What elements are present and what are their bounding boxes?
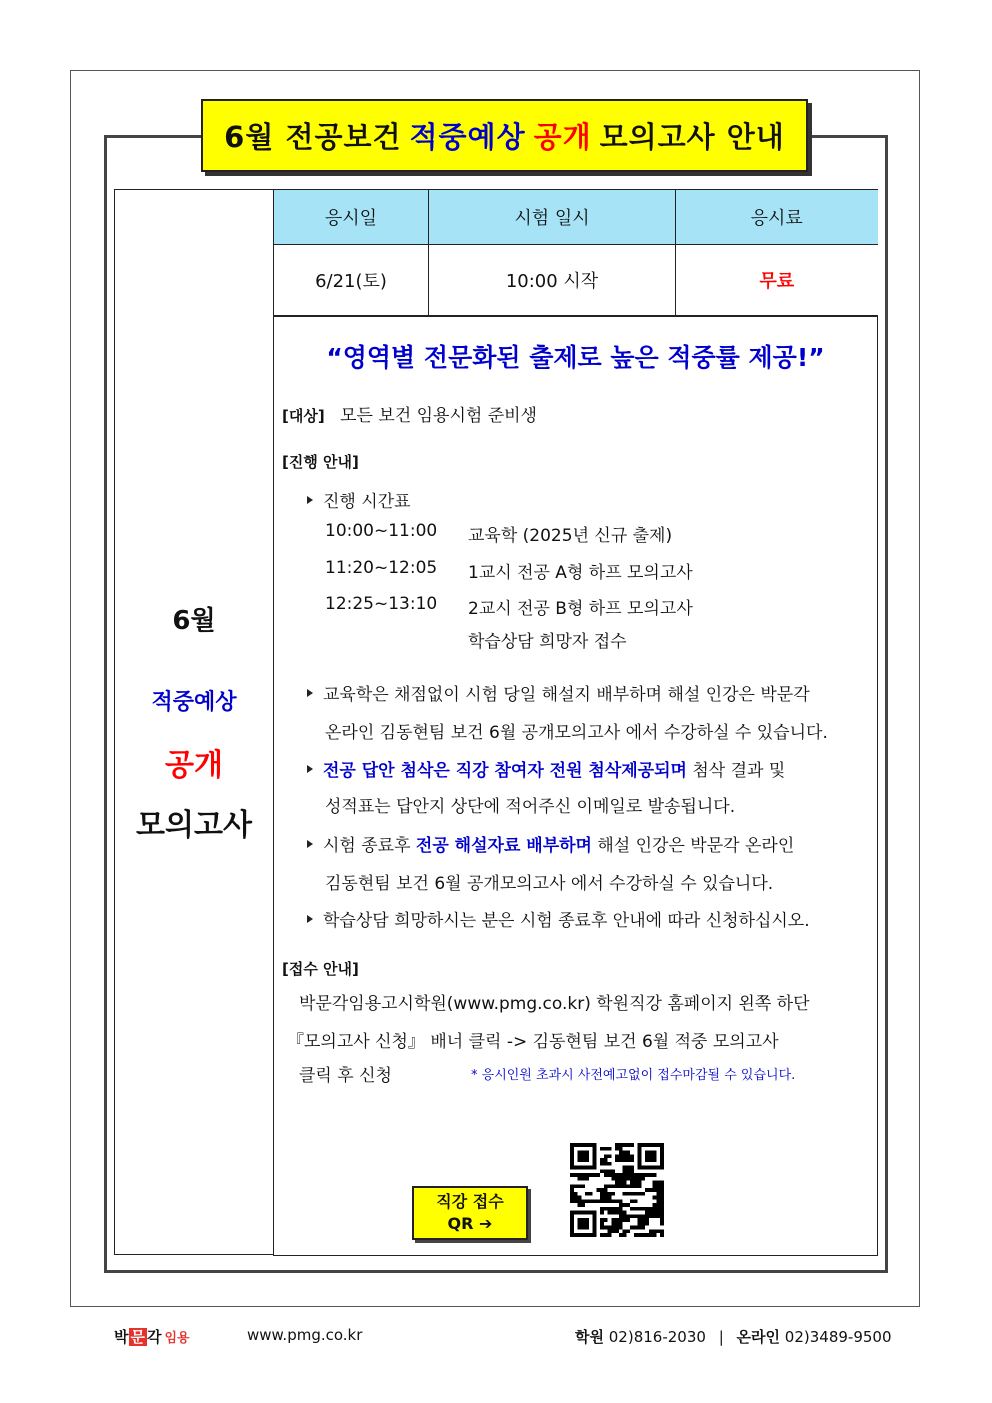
footer-separator: | (718, 1328, 724, 1346)
qr-code-icon[interactable] (570, 1141, 664, 1239)
value-exam-fee: 무료 (676, 245, 878, 316)
bullet-item-2 (307, 756, 785, 781)
schedule-time: 11:20~12:05 (325, 558, 438, 578)
online-label: 온라인 (736, 1328, 781, 1346)
bullet3-pre: 시험 종료후 (323, 836, 416, 856)
bullet-icon (307, 765, 313, 773)
schedule-title-item (307, 487, 411, 512)
academy-label: 학원 (575, 1328, 604, 1346)
slogan: “영역별 전문화된 출제로 높은 적중률 제공!” (326, 343, 825, 372)
bullet-icon (307, 915, 313, 923)
header-exam-time: 시험 일시 (429, 190, 676, 245)
bullet2-rest: 첨삭 결과 및 (686, 761, 786, 781)
header-exam-fee: 응시료 (676, 190, 878, 245)
pmg-logo (114, 1326, 190, 1347)
schedule-desc: 2교시 전공 B형 하프 모의고사 (468, 599, 693, 619)
footer-url[interactable]: www.pmg.co.kr (247, 1326, 363, 1344)
exam-info-table (273, 189, 878, 316)
footer (0, 1322, 992, 1352)
left-mock-exam: 모의고사 (136, 808, 252, 843)
bullet-icon (307, 689, 313, 697)
bullet3-highlight: 전공 해설자료 배부하며 (415, 836, 592, 856)
apply-line2: 『모의고사 신청』 배너 클릭 -> 김동현팀 보건 6월 적중 모의고사 (287, 1032, 779, 1052)
logo-char-2: 문 (130, 1328, 145, 1346)
bullet-item-1 (307, 680, 810, 705)
bullet2-line2: 성적표는 답안지 상단에 적어주신 이메일로 발송됩니다. (325, 797, 736, 817)
title-part1: 6월 전공보건 (224, 120, 402, 154)
qr-apply-button[interactable] (412, 1186, 528, 1240)
bullet2-highlight: 전공 답안 첨삭은 직강 참여자 전원 첨삭제공되며 (323, 761, 687, 781)
value-exam-time: 10:00 시작 (429, 245, 676, 316)
qr-button-line1: 직강 접수 (436, 1192, 504, 1211)
table-header-row (274, 190, 878, 245)
bullet1-line2: 온라인 김동현팀 보건 6월 공개모의고사 에서 수강하실 수 있습니다. (325, 723, 828, 743)
schedule-title: 진행 시간표 (323, 492, 411, 512)
apply-note: * 응시인원 초과시 사전예고없이 접수마감될 수 있습니다. (471, 1068, 796, 1083)
apply-label: [접수 안내] (282, 960, 359, 978)
schedule-desc: 1교시 전공 A형 하프 모의고사 (468, 563, 693, 583)
apply-line1: 박문각임용고시학원(www.pmg.co.kr) 학원직강 홈페이지 왼쪽 하단 (299, 994, 810, 1014)
bullet-item-3 (307, 831, 794, 856)
bullet4-text: 학습상담 희망하시는 분은 시험 종료후 안내에 따라 신청하십시오. (323, 911, 810, 931)
bullet3-rest: 해설 인강은 박문각 온라인 (591, 836, 795, 856)
academy-phone: 02)816-2030 (603, 1328, 706, 1346)
left-prediction: 적중예상 (151, 690, 237, 715)
footer-contacts (575, 1326, 892, 1347)
page-title (201, 99, 808, 172)
schedule-desc: 학습상담 희망자 접수 (468, 632, 627, 652)
schedule-time: 12:25~13:10 (325, 594, 438, 614)
target-label: [대상] (282, 407, 325, 425)
progress-label: [진행 안내] (282, 453, 359, 471)
value-exam-date: 6/21(토) (274, 245, 429, 316)
left-panel (114, 189, 274, 1255)
target-section (282, 401, 537, 426)
logo-char-3: 각 (147, 1328, 162, 1346)
left-month: 6월 (172, 606, 216, 636)
title-part2: 적중예상 (409, 120, 526, 154)
bullet-item-4 (307, 906, 810, 931)
online-phone: 02)3489-9500 (780, 1328, 892, 1346)
schedule-time: 10:00~11:00 (325, 521, 438, 541)
details-box (273, 316, 878, 1256)
target-text: 모든 보건 임용시험 준비생 (340, 406, 537, 426)
qr-button-line2: QR ➔ (447, 1214, 493, 1233)
left-public: 공개 (165, 748, 223, 783)
apply-line3: 클릭 후 신청 (299, 1066, 392, 1086)
logo-char-1: 박 (114, 1328, 129, 1346)
schedule-desc: 교육학 (2025년 신규 출제) (468, 526, 673, 546)
title-part3: 공개 (533, 120, 592, 154)
bullet-icon (307, 496, 313, 504)
bullet3-line2: 김동현팀 보건 6월 공개모의고사 에서 수강하실 수 있습니다. (325, 874, 774, 894)
logo-subtitle: 임용 (164, 1331, 190, 1346)
bullet-icon (307, 840, 313, 848)
bullet1-line1: 교육학은 채점없이 시험 당일 해설지 배부하며 해설 인강은 박문각 (323, 685, 810, 705)
title-part4: 모의고사 안내 (599, 120, 785, 154)
header-exam-date: 응시일 (274, 190, 429, 245)
table-value-row (274, 245, 878, 316)
